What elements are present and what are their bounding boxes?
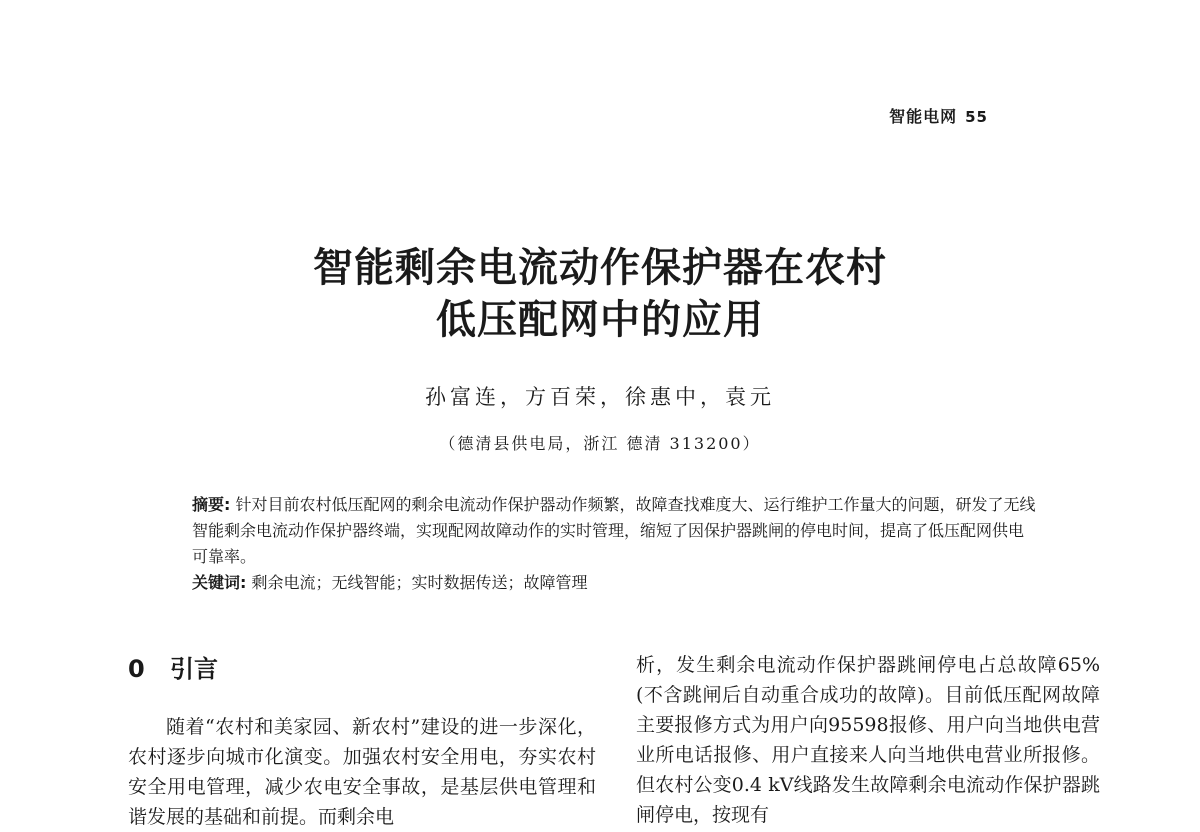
journal-name: 智能电网	[889, 107, 958, 126]
title-line-2: 低压配网中的应用	[436, 297, 764, 343]
keywords-text: 剩余电流；无线智能；实时数据传送；故障管理	[251, 573, 588, 592]
abstract-paragraph	[192, 492, 1037, 570]
right-column	[636, 650, 1100, 830]
page-number: 55	[965, 108, 988, 126]
section-heading	[128, 652, 596, 686]
right-body-paragraph: 析，发生剩余电流动作保护器跳闸停电占总故障65%(不含跳闸后自动重合成功的故障)。目前低压配网故障主要报修方式为用户向95598报修、用户向当地供电营业所电话报修、用户直接来人向当地供电营业所报修。但农村公变0.4 kV线路发生故障剩余电流动作保护器跳闸停电，按现有	[636, 654, 1100, 826]
section-title: 引言	[170, 655, 218, 683]
abstract-text: 针对目前农村低压配网的剩余电流动作保护器动作频繁，故障查找难度大、运行维护工作量大的问题，研发了无线智能剩余电流动作保护器终端，实现配网故障动作的实时管理，缩短了因保护器跳闸的停电时间，提高了低压配网供电可靠率。	[192, 495, 1036, 566]
left-column	[128, 652, 596, 832]
author-list: 孙富连，方百荣，徐惠中，袁元	[425, 385, 775, 409]
left-body-paragraph: 随着“农村和美家园、新农村”建设的进一步深化，农村逐步向城市化演变。加强农村安全用电，夯实农村安全用电管理，减少农电安全事故，是基层供电管理和谐发展的基础和前提。而剩余电	[128, 716, 596, 828]
keywords-label: 关键词:	[192, 573, 247, 592]
abstract-block	[192, 492, 1037, 596]
title-line-1: 智能剩余电流动作保护器在农村	[313, 245, 887, 291]
abstract-label: 摘要:	[192, 495, 231, 514]
article-title	[0, 242, 1200, 346]
running-head	[889, 104, 988, 127]
section-number: 0	[128, 655, 145, 683]
affiliation: （德清县供电局，浙江 德清 313200）	[439, 434, 761, 453]
keywords-paragraph	[192, 570, 1037, 596]
